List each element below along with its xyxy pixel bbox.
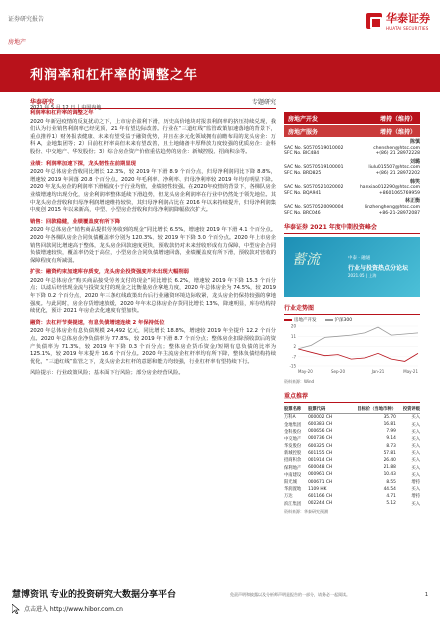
table-row [284, 486, 420, 493]
analyst-sfc: SFC No. BIC484 [284, 151, 320, 157]
rating-row: 房地产开发 增持（维持） [284, 112, 420, 124]
table-cell: 601166 CH [308, 493, 333, 499]
section-text: 2020 年总体房企“购买商品接受劳务支付的现金”同比增长 6.2%，增速较 2019 年下降 15.3 个百分点；以滤后经营现金流与投资支付的现金之比衡量房企拿地力度，2020 年总体房企为 74.5%，较 2019 年下降 0.2 个百分点，2020 年三条红线政策出台后行业融资环境边际收紧，龙头房企仍保持较强的拿地强度。与此同时，房企存货增速放缓，2020 年年末总体房企存货同比增长 13%，降速明显，库存结构持续优化，预计 2021 年房企去化速度有望加快。 [30, 277, 276, 315]
legend-item-a: 房地产开发 [284, 317, 317, 323]
analyst-email[interactable]: hanxiao012290@htsc.com [359, 185, 420, 191]
table-cell: 买入 [411, 465, 420, 471]
watermark-brand: 慧博资讯 [12, 590, 49, 600]
analyst-card [284, 199, 420, 216]
table-row [284, 428, 420, 435]
report-header [8, 14, 44, 46]
risk-note: 风险提示：行业政策风险；基本面下行风险；部分房企经营风险。 [30, 370, 184, 377]
page-number: 1 [424, 592, 428, 598]
table-cell: 7.99 [386, 429, 396, 435]
section-heading: 利润率和杠杆率的调整之年 [30, 110, 94, 116]
table-cell: 57.81 [383, 450, 396, 456]
logo-text: 华泰证券 [386, 12, 430, 25]
table-header-cell: 投资评级 [396, 405, 420, 413]
table-cell: 华发股份 [284, 444, 302, 450]
table-cell: 买入 [411, 422, 420, 428]
analyst-phone: +8601065769959 [379, 190, 420, 196]
logo-text-en: HUATAI SECURITIES [386, 26, 429, 31]
analyst-sfc: SFC No. BRD825 [284, 170, 322, 176]
analyst-card [284, 140, 420, 157]
table-cell: 5.12 [386, 501, 396, 507]
table-cell: 中南建设 [284, 472, 302, 478]
table-cell: 招商积余 [284, 458, 302, 464]
table-cell: 9.14 [386, 436, 396, 442]
table-cell: 万达 [284, 494, 293, 500]
y-tick-label: -7 [292, 354, 296, 360]
analyst-phone: +86-21-28972087 [378, 210, 420, 216]
table-row [284, 464, 420, 471]
table-cell: 000656 CH [308, 429, 333, 435]
promo-heading: 华泰证券 2021 年度中期投资峰会 [284, 222, 420, 234]
x-tick-label: Jan-21 [371, 369, 385, 375]
trend-chart [284, 323, 420, 375]
section-heading: 扩张：融资约束加速库存质变，龙头房企投资强度并未出现大幅削弱 [30, 269, 189, 276]
analyst-phone: +(86) 21 28972228 [375, 151, 420, 157]
y-tick-label: 2 [293, 344, 296, 350]
doc-type: 证券研究报告 [8, 16, 45, 23]
stocks-heading: 重点推荐 [284, 391, 420, 403]
analyst-card [284, 180, 420, 197]
section-text: 2020 年新冠疫情的反复扰动之下，上市房企盈利下滑，历史高价地块对报表利润率的挤压持续兑现，我们认为行业销售利润率已经见顶，21 年有望边际改善。行业在“三道红线”监管政策加速落地的背景下，重点推荐1）财务报表健康、未来有望受益于融资优势，并且在多元化领域拥有前瞻布局的龙头房企：万科 A，金地集团等；2）目前杠杆率高但未来有望改善，且土地储备丰厚释放力度较强的优质房企：金科股份、中交地产、华发股份；3）综合房企资产价值重估趋势的房企：新城控股、招商积余等。 [30, 118, 276, 155]
stocks-source: 资料来源：华泰研究预测 [284, 509, 328, 515]
promo-line2: 行业与投资热点分论坛 [348, 265, 409, 273]
table-cell: 保利地产 [284, 465, 302, 471]
analyst-email[interactable]: linzhengheng@htsc.com [364, 204, 420, 210]
table-cell: 002244 CH [308, 501, 333, 507]
chart-heading: 行业走势图 [284, 303, 420, 315]
analyst-phone: +(86) 21 28972202 [375, 170, 420, 176]
analyst-email[interactable]: chenshen@htsc.com [373, 145, 420, 151]
table-row [284, 478, 420, 485]
table-cell: 601155 CH [308, 450, 333, 456]
table-header-cell: 目标价（当地币种） [342, 405, 396, 413]
section-text: 2020 年总体房企营收同比增长 12.3%，较 2019 年下滑 8.9 个百分点，归母净利润同比下降 8.8%，增速较 2019 年回落 20.8 个百分点。2020 年毛利率、净利率、归母净利率较 2019 年均有明显下降。2020 年龙头房企的利润率下滑幅度小于行业均值，业绩韧性较强。在2020年疫情的背景下，各梯队房企业绩增速均出现分化，房企利润率整体延续下滑趋势，但龙头房企利润率在行业中仍然处于领先地位。其中龙头房企营收和归母净利润增速维持较快，其归母净利润占比在 2016 年以来持续提升，归母净利润集中度创 2015 年以来新高，中型、小型房企营收和归母净利润降幅依次扩大。 [30, 169, 276, 214]
table-cell: 35.70 [383, 414, 396, 420]
table-row [284, 435, 420, 442]
x-tick-label: May-21 [403, 369, 418, 375]
analyst-sac: SAC No. S0570519010002 [284, 145, 344, 151]
meta-category: 华泰研究 [30, 99, 55, 106]
table-cell: 滨江集团 [284, 501, 302, 507]
series-line-1 [298, 349, 418, 362]
section-heading: 销售：回款稳健，业绩覆盖度有所下降 [30, 218, 121, 225]
table-row [284, 421, 420, 428]
promo-line1: 中泰 · 融通 [348, 256, 371, 262]
table-cell: 买入 [411, 487, 420, 493]
section-text: 2020 年总体房企“销售商品提供劳务收到的现金”同比增长 6.5%，增速较 2019 年下滑 4.1 个百分点。2020 年各梯队房企合同负债覆盖率分别为 120.3%、较 2019 年下降 3.0 个百分点。2020 年上市房企销售回款同比增速高于整体，龙头房企回款速度更快，预收款仍对未来营收形成有力保障，中型房企合同负债增速较快，覆盖率仍处于高位，小型房企合同负债增速回落，业绩覆盖度有所下滑，预收款对营收的保障程度有所减弱。 [30, 227, 276, 264]
watermark-link[interactable]: 点击进入 http://www.hibor.com.cn [24, 606, 123, 613]
title-bar [0, 54, 440, 92]
table-row [284, 500, 420, 507]
y-tick-label: -15 [289, 363, 296, 369]
y-tick-label: 20 [290, 323, 296, 329]
cursor-icon [12, 604, 20, 614]
table-cell: 金科股份 [284, 429, 302, 435]
table-cell: 华润置地 [284, 487, 302, 493]
analyst-sac: SAC No. S0570521020002 [284, 185, 344, 191]
analyst-sfc: SFC No. BRC046 [284, 210, 321, 216]
table-cell: 44.54 [383, 486, 396, 492]
analyst-sac: SAC No. S0570519100001 [284, 165, 344, 171]
watermark-banner [0, 584, 440, 602]
table-row [284, 450, 420, 457]
section-text: 2020 年总体房企有息负债规模 24,492 亿元，同比增长 18.8%，增速较 2019 年全提升 12.2 个百分点。2020 年总体房企净负债率为 77.8%，较 2019 年下滑 8.7 个百分点；整体房企扣除预收款后的资产负债率为 71.3%，较 2019 年下降 0.3 个百分点；整体房企货币资金/短期有息负债的比率为 125.1%，较 2019 年末提升 16.6 个百分点。2020 年主流房企杠杆率均有所下降，整体负债结构持续优化，“三道红线”监管之下，龙头房企去杠杆的意愿和能力均较强，行业杠杆率有望持续下行。 [30, 328, 276, 365]
table-cell: 买入 [411, 436, 420, 442]
table-cell: 中交地产 [284, 436, 302, 442]
table-cell: 16.81 [383, 422, 396, 427]
analyst-sfc: SFC No. BQA941 [284, 190, 322, 196]
logo [366, 10, 430, 31]
table-cell: 万科A [284, 415, 296, 421]
report-body [30, 110, 276, 378]
series-line-2 [298, 327, 418, 349]
table-cell: 金地集团 [284, 422, 302, 428]
analyst-name: 陈慎 [409, 139, 420, 145]
table-cell: 买入 [411, 458, 420, 464]
table-cell: 买入 [411, 451, 420, 457]
x-tick-label: Sep-20 [330, 369, 346, 375]
x-tick-label: May-20 [298, 369, 313, 375]
table-row [284, 471, 420, 478]
analyst-name: 林正衡 [404, 198, 420, 205]
table-cell: 000961 CH [308, 472, 333, 478]
footer-note: 免责声明和披露以及分析师声明是报告的一部分，请务必一起阅读。 [230, 592, 350, 597]
table-row [284, 442, 420, 449]
table-cell: 26.40 [383, 457, 396, 463]
table-cell: 8.73 [386, 443, 396, 449]
analyst-card [284, 160, 420, 177]
table-cell: 买入 [411, 472, 420, 478]
analyst-name: 韩笑 [409, 178, 420, 185]
table-header-cell: 股票名称 [284, 405, 308, 413]
stock-table [284, 405, 420, 507]
table-cell: 新城控股 [284, 451, 302, 457]
table-cell: 000736 CH [308, 436, 333, 442]
section-label: 房地产 [8, 39, 27, 46]
section-heading: 融资：去杠杆节奏提速，有息负债增速连续 2 年保持低位 [30, 319, 165, 326]
page-title: 利润率和杠杆率的调整之年 [30, 68, 199, 83]
table-cell: 1109 HK [308, 486, 327, 492]
table-cell: 10.43 [383, 472, 396, 478]
table-cell: 21.88 [383, 465, 396, 471]
table-row [284, 493, 420, 500]
table-row [284, 413, 420, 421]
table-cell: 600383 CH [308, 422, 333, 427]
legend-item-b: 沪深300 [325, 317, 353, 323]
logo-icon [366, 13, 382, 29]
table-cell: 增持 [411, 494, 420, 500]
sidebar [284, 112, 420, 515]
table-cell: 增持 [411, 480, 420, 485]
analyst-list [284, 140, 420, 216]
table-cell: 000002 CH [308, 414, 333, 420]
watermark-text: 专业的投资研究大数据分享平台 [50, 590, 177, 600]
meta-date: 2021 年 5 月 12 日 │ 中国内地 [30, 105, 102, 111]
table-cell: 阳光城 [284, 480, 297, 485]
meta-report-type: 专题研究 [251, 99, 276, 106]
analyst-name: 刘璐 [409, 158, 420, 165]
table-cell: 买入 [411, 415, 420, 421]
promo-banner[interactable] [284, 237, 420, 297]
table-cell: 600048 CH [308, 465, 333, 471]
table-cell: 买入 [411, 501, 420, 507]
table-cell: 000671 CH [308, 479, 333, 485]
y-tick-label: 11 [290, 333, 296, 339]
chart-source: 资料来源：Wind [284, 379, 315, 385]
table-cell: 4.71 [386, 493, 396, 499]
section-heading: 业绩：利润率加速下探，龙头韧性在前期显现 [30, 160, 136, 167]
table-cell: 001914 CH [308, 457, 333, 463]
table-cell: 买入 [411, 429, 420, 435]
table-cell: 8.55 [386, 479, 396, 485]
promo-line3: 2021.05 | 上海 [348, 273, 377, 279]
analyst-email[interactable]: liulu015507@htsc.com [368, 165, 420, 171]
table-header-cell: 股票代码 [308, 405, 342, 413]
table-row [284, 457, 420, 464]
promo-calligraphy: 蓄流 [292, 252, 320, 269]
table-cell: 买入 [411, 444, 420, 450]
table-cell: 600325 CH [308, 443, 333, 449]
analyst-sac: SAC No. S0570520090004 [284, 204, 344, 210]
rating-row: 房地产服务 增持（维持） [284, 125, 420, 137]
